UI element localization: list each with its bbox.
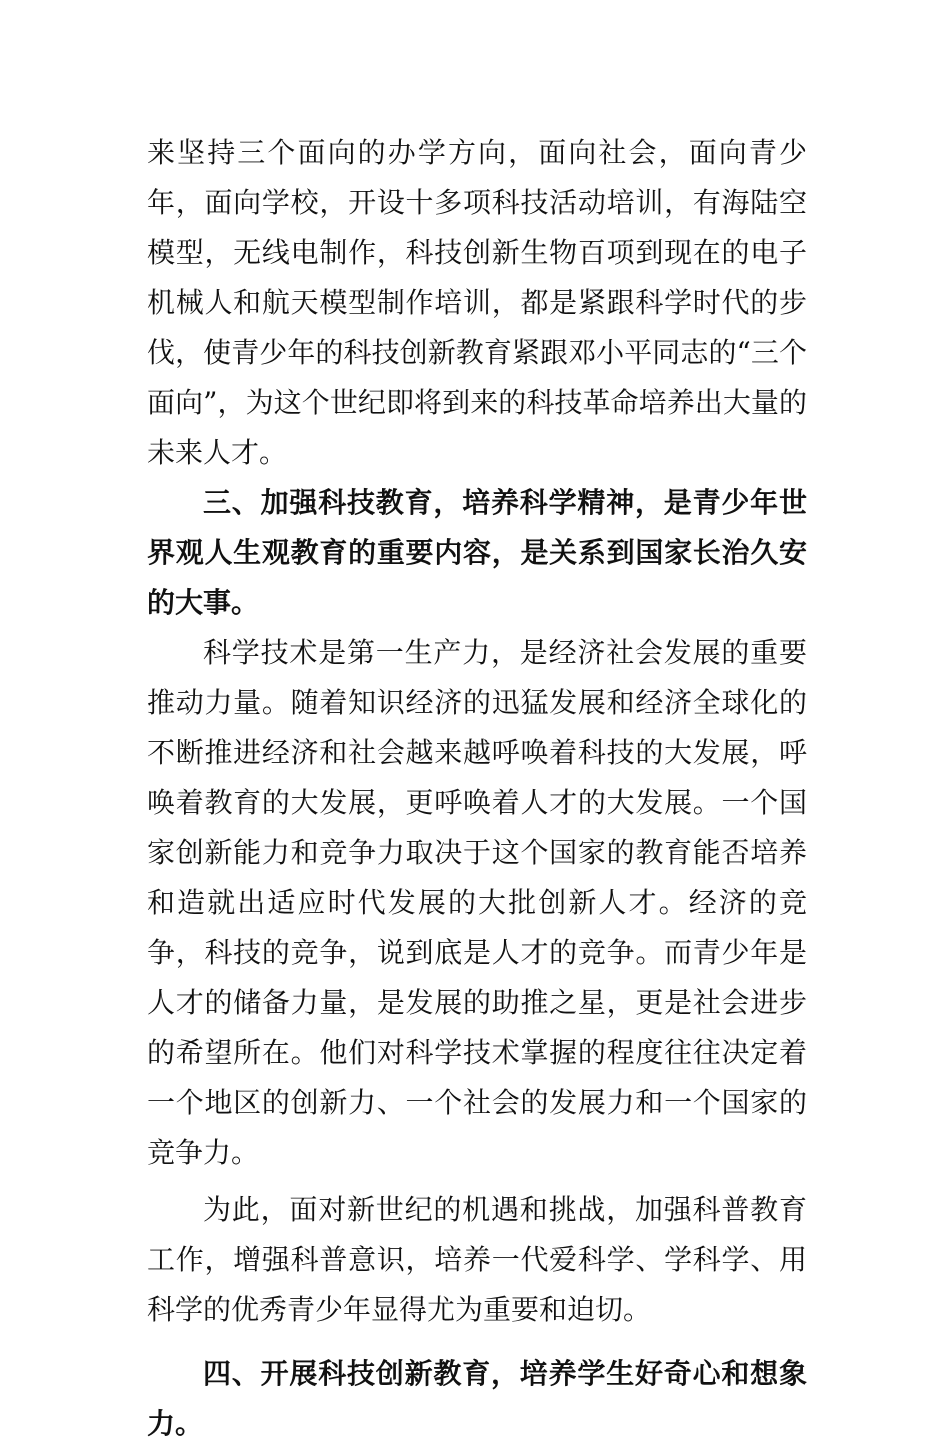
body-paragraph: 为此，面对新世纪的机遇和挑战，加强科普教育工作，增强科普意识，培养一代爱科学、学科学、用科学的优秀青少年显得尤为重要和迫切。 — [147, 1193, 807, 1326]
section-heading-3: 三、加强科技教育，培养科学精神，是青少年世界观人生观教育的重要内容，是关系到国家长治久安的大事。 — [147, 486, 807, 619]
section-heading-4: 四、开展科技创新教育，培养学生好奇心和想象力。 — [147, 1357, 807, 1440]
body-paragraph: 来坚持三个面向的办学方向，面向社会，面向青少年，面向学校，开设十多项科技活动培训，有海陆空模型，无线电制作，科技创新生物百项到现在的电子机械人和航天模型制作培训，都是紧跟科学时代的步伐，使青少年的科技创新教育紧跟邓小平同志的“三个面向”，为这个世纪即将到来的科技革命培养出大量的未来人才。 — [147, 136, 807, 469]
document-body — [147, 128, 807, 1449]
body-paragraph: 科学技术是第一生产力，是经济社会发展的重要推动力量。随着知识经济的迅猛发展和经济全球化的不断推进经济和社会越来越呼唤着科技的大发展，呼唤着教育的大发展，更呼唤着人才的大发展。一个国家创新能力和竞争力取决于这个国家的教育能否培养和造就出适应时代发展的大批创新人才。经济的竞争，科技的竞争，说到底是人才的竞争。而青少年是人才的储备力量，是发展的助推之星，更是社会进步的希望所在。他们对科学技术掌握的程度往往决定着一个地区的创新力、一个社会的发展力和一个国家的竞争力。 — [147, 636, 807, 1169]
